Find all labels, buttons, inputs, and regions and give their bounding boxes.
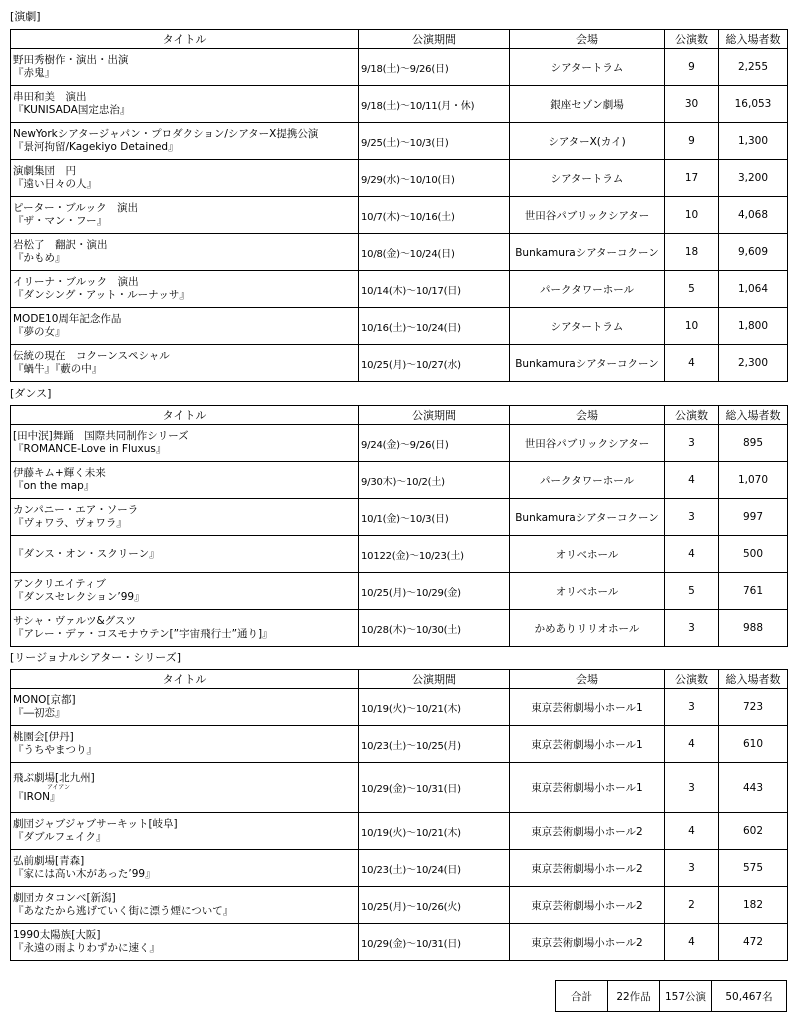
title-line-2: 『赤鬼』	[13, 67, 55, 79]
cell-title	[11, 924, 359, 961]
table-row	[11, 123, 788, 160]
table-row	[11, 726, 788, 763]
column-header-venue: 会場	[510, 30, 665, 49]
cell-count: 10	[665, 308, 719, 345]
title-line-2: 『IRON』	[13, 790, 61, 803]
cell-attendance: 602	[719, 813, 788, 850]
cell-attendance: 1,070	[719, 462, 788, 499]
title-line-1: 伊藤キム+輝く未来	[13, 467, 106, 479]
column-header-attendance: 総入場者数	[719, 406, 788, 425]
cell-venue: 東京芸術劇場小ホール1	[510, 726, 665, 763]
cell-attendance: 610	[719, 726, 788, 763]
cell-venue: オリベホール	[510, 573, 665, 610]
section-label-dance: [ダンス]	[10, 387, 52, 400]
title-line-2: 『あなたから逃げていく街に漂う煙について』	[13, 905, 234, 917]
cell-venue: シアタートラム	[510, 160, 665, 197]
table-row	[11, 462, 788, 499]
cell-count: 3	[665, 425, 719, 462]
cell-period: 10/7(木)～10/16(土)	[359, 197, 510, 234]
cell-count: 3	[665, 499, 719, 536]
table-row	[11, 345, 788, 382]
cell-title	[11, 86, 359, 123]
title-line-2: 『ダンス・オン・スクリーン』	[13, 547, 160, 560]
title-line-1: 伝統の現在 コクーンスペシャル	[13, 350, 170, 362]
cell-title	[11, 271, 359, 308]
cell-period: 10/19(火)～10/21(木)	[359, 689, 510, 726]
cell-count: 3	[665, 610, 719, 647]
title-line-1: 弘前劇場[青森]	[13, 855, 85, 867]
title-line-1: イリーナ・ブルック 演出	[13, 276, 139, 288]
cell-venue: Bunkamuraシアターコクーン	[510, 234, 665, 271]
table-row	[11, 573, 788, 610]
cell-period: 9/24(金)～9/26(日)	[359, 425, 510, 462]
cell-count: 9	[665, 49, 719, 86]
title-line-2: 『―初恋』	[13, 707, 66, 719]
cell-title	[11, 610, 359, 647]
cell-period: 9/18(土)～10/11(月・休)	[359, 86, 510, 123]
cell-count: 30	[665, 86, 719, 123]
header-row	[11, 406, 788, 425]
cell-title	[11, 726, 359, 763]
title-line-2: 『家には高い木があった’99』	[13, 868, 156, 880]
title-line-1: ピーター・ブルック 演出	[13, 202, 139, 214]
table-row	[11, 234, 788, 271]
cell-period: 9/29(水)～10/10(日)	[359, 160, 510, 197]
header-row	[11, 30, 788, 49]
title-line-1: 劇団ジャブジャブサーキット[岐阜]	[13, 818, 178, 830]
title-line-1: 桃園会[伊丹]	[13, 731, 74, 743]
cell-title	[11, 813, 359, 850]
section-label-drama: [演劇]	[10, 10, 41, 23]
cell-venue: パークタワーホール	[510, 462, 665, 499]
table-row	[11, 499, 788, 536]
column-header-title: タイトル	[11, 30, 359, 49]
cell-attendance: 1,300	[719, 123, 788, 160]
title-line-2: 『ダブルフェイク』	[13, 831, 107, 843]
title-line-1: 串田和美 演出	[13, 91, 87, 103]
cell-venue: かめありリリオホール	[510, 610, 665, 647]
cell-period: 9/30木)～10/2(土)	[359, 462, 510, 499]
cell-title	[11, 308, 359, 345]
cell-period: 10/25(月)～10/26(火)	[359, 887, 510, 924]
table-row	[11, 425, 788, 462]
title-line-1: カンパニー・エア・ソーラ	[13, 504, 139, 516]
cell-count: 4	[665, 726, 719, 763]
cell-title	[11, 536, 359, 573]
cell-count: 4	[665, 345, 719, 382]
cell-venue: 東京芸術劇場小ホール1	[510, 689, 665, 726]
column-header-period: 公演期間	[359, 30, 510, 49]
column-header-period: 公演期間	[359, 670, 510, 689]
cell-venue: シアターX(カイ)	[510, 123, 665, 160]
section-label-regional: [リージョナルシアター・シリーズ]	[10, 651, 181, 664]
title-line-2: 『景河拘留/Kagekiyo Detained』	[13, 141, 179, 153]
cell-count: 3	[665, 850, 719, 887]
cell-venue: 銀座セゾン劇場	[510, 86, 665, 123]
table-row	[11, 308, 788, 345]
cell-period: 10/8(金)～10/24(日)	[359, 234, 510, 271]
cell-period: 10/23(土)～10/24(日)	[359, 850, 510, 887]
cell-count: 4	[665, 536, 719, 573]
cell-venue: 東京芸術劇場小ホール2	[510, 887, 665, 924]
cell-venue: 東京芸術劇場小ホール2	[510, 924, 665, 961]
cell-count: 4	[665, 462, 719, 499]
column-header-count: 公演数	[665, 670, 719, 689]
cell-count: 9	[665, 123, 719, 160]
title-line-2: 『ヴォワラ、ヴォワラ』	[13, 517, 127, 529]
total-performances: 157公演	[660, 981, 712, 1012]
cell-title	[11, 234, 359, 271]
title-line-1: サシャ・ヴァルツ&グスツ	[13, 615, 137, 627]
cell-attendance: 997	[719, 499, 788, 536]
cell-attendance: 443	[719, 763, 788, 813]
header-row	[11, 670, 788, 689]
title-line-2: 『ザ・マン・フー』	[13, 215, 108, 227]
title-line-1: 劇団カタコンベ[新潟]	[13, 892, 116, 904]
column-header-venue: 会場	[510, 670, 665, 689]
cell-attendance: 723	[719, 689, 788, 726]
cell-period: 10/14(木)～10/17(日)	[359, 271, 510, 308]
cell-period: 10/29(金)～10/31(日)	[359, 924, 510, 961]
title-line-2: 『夢の女』	[13, 326, 66, 338]
cell-period: 10/16(土)～10/24(日)	[359, 308, 510, 345]
cell-attendance: 895	[719, 425, 788, 462]
column-header-attendance: 総入場者数	[719, 670, 788, 689]
cell-title	[11, 462, 359, 499]
cell-attendance: 1,800	[719, 308, 788, 345]
title-line-1: 1990太陽族[大阪]	[13, 929, 101, 941]
title-line-2: 『かもめ』	[13, 252, 66, 264]
title-line-2: 『ROMANCE-Love in Fluxus』	[13, 443, 167, 455]
cell-venue: パークタワーホール	[510, 271, 665, 308]
cell-title	[11, 573, 359, 610]
title-line-1: [田中泯]舞踊 国際共同制作シリーズ	[13, 430, 189, 442]
cell-period: 9/18(土)～9/26(日)	[359, 49, 510, 86]
cell-venue: シアタートラム	[510, 49, 665, 86]
cell-attendance: 9,609	[719, 234, 788, 271]
table-row	[11, 813, 788, 850]
column-header-title: タイトル	[11, 670, 359, 689]
cell-venue: 世田谷パブリックシアター	[510, 425, 665, 462]
cell-count: 3	[665, 763, 719, 813]
cell-attendance: 761	[719, 573, 788, 610]
cell-venue: 世田谷パブリックシアター	[510, 197, 665, 234]
cell-attendance: 16,053	[719, 86, 788, 123]
cell-count: 18	[665, 234, 719, 271]
cell-period: 10/25(月)～10/29(金)	[359, 573, 510, 610]
title-line-2: 『蝸牛』『藪の中』	[13, 363, 103, 375]
cell-attendance: 4,068	[719, 197, 788, 234]
cell-attendance: 472	[719, 924, 788, 961]
cell-period: 10/25(月)～10/27(水)	[359, 345, 510, 382]
title-line-2: 『ダンシング・アット・ルーナッサ』	[13, 289, 190, 301]
cell-title	[11, 689, 359, 726]
drama-table	[10, 29, 788, 382]
table-row	[11, 49, 788, 86]
total-table	[555, 980, 787, 1012]
title-line-2: 『on the map』	[13, 480, 95, 492]
cell-period: 9/25(土)～10/3(日)	[359, 123, 510, 160]
cell-period: 10/29(金)～10/31(日)	[359, 763, 510, 813]
cell-count: 3	[665, 689, 719, 726]
cell-period: 10/28(木)～10/30(土)	[359, 610, 510, 647]
title-line-2: 『うちやまつり』	[13, 744, 97, 756]
title-line-1: アンクリエイティブ	[13, 578, 106, 590]
table-row	[11, 850, 788, 887]
cell-count: 4	[665, 813, 719, 850]
cell-attendance: 3,200	[719, 160, 788, 197]
cell-venue: オリベホール	[510, 536, 665, 573]
cell-venue: Bunkamuraシアターコクーン	[510, 499, 665, 536]
table-row	[11, 160, 788, 197]
total-works: 22作品	[608, 981, 660, 1012]
cell-count: 4	[665, 924, 719, 961]
cell-attendance: 2,300	[719, 345, 788, 382]
cell-title	[11, 499, 359, 536]
cell-title	[11, 197, 359, 234]
title-line-1: MODE10周年記念作品	[13, 313, 122, 325]
cell-count: 10	[665, 197, 719, 234]
cell-venue: シアタートラム	[510, 308, 665, 345]
title-line-1: 演劇集団 円	[13, 165, 76, 177]
title-line-2: 『KUNISADA国定忠治』	[13, 104, 131, 116]
table-row	[11, 610, 788, 647]
cell-count: 17	[665, 160, 719, 197]
title-line-2: 『ダンスセレクション’99』	[13, 591, 145, 603]
column-header-period: 公演期間	[359, 406, 510, 425]
cell-title	[11, 425, 359, 462]
cell-title	[11, 763, 359, 813]
column-header-venue: 会場	[510, 406, 665, 425]
column-header-count: 公演数	[665, 406, 719, 425]
table-row	[11, 763, 788, 813]
cell-venue: 東京芸術劇場小ホール2	[510, 850, 665, 887]
table-row	[11, 536, 788, 573]
cell-title	[11, 850, 359, 887]
table-row	[11, 887, 788, 924]
cell-attendance: 2,255	[719, 49, 788, 86]
cell-attendance: 500	[719, 536, 788, 573]
cell-count: 5	[665, 271, 719, 308]
title-line-2: 『遠い日々の人』	[13, 178, 97, 190]
title-line-1: 飛ぶ劇場[北九州]	[13, 771, 95, 784]
title-line-1: NewYorkシアタージャパン・プロダクション/シアターX提携公演	[13, 128, 319, 140]
cell-attendance: 988	[719, 610, 788, 647]
cell-title	[11, 49, 359, 86]
regional-table	[10, 669, 788, 961]
table-row	[11, 689, 788, 726]
column-header-attendance: 総入場者数	[719, 30, 788, 49]
cell-period: 10/1(金)～10/3(日)	[359, 499, 510, 536]
title-line-1: 岩松了 翻訳・演出	[13, 239, 108, 251]
cell-attendance: 1,064	[719, 271, 788, 308]
title-ruby: アイアン	[47, 783, 71, 791]
column-header-title: タイトル	[11, 406, 359, 425]
table-row	[11, 86, 788, 123]
cell-attendance: 182	[719, 887, 788, 924]
cell-title	[11, 160, 359, 197]
table-row	[11, 197, 788, 234]
cell-title	[11, 345, 359, 382]
cell-venue: 東京芸術劇場小ホール2	[510, 813, 665, 850]
table-row	[11, 271, 788, 308]
cell-count: 5	[665, 573, 719, 610]
total-attendance: 50,467名	[712, 981, 787, 1012]
cell-attendance: 575	[719, 850, 788, 887]
cell-venue: Bunkamuraシアターコクーン	[510, 345, 665, 382]
cell-venue: 東京芸術劇場小ホール1	[510, 763, 665, 813]
cell-title	[11, 123, 359, 160]
title-line-2: 『永遠の雨よりわずかに速く』	[13, 942, 160, 954]
cell-period: 10/23(土)～10/25(月)	[359, 726, 510, 763]
column-header-count: 公演数	[665, 30, 719, 49]
title-line-1: 野田秀樹作・演出・出演	[13, 54, 129, 66]
title-line-2: 『アレー・デァ・コスモナウテン[”宇宙飛行士”通り]』	[13, 628, 273, 640]
cell-period: 10/19(火)～10/21(木)	[359, 813, 510, 850]
cell-period: 10122(金)～10/23(土)	[359, 536, 510, 573]
cell-title	[11, 887, 359, 924]
total-label: 合計	[556, 981, 608, 1012]
cell-count: 2	[665, 887, 719, 924]
title-line-1: MONO[京都]	[13, 694, 76, 706]
table-row	[11, 924, 788, 961]
dance-table	[10, 405, 788, 647]
